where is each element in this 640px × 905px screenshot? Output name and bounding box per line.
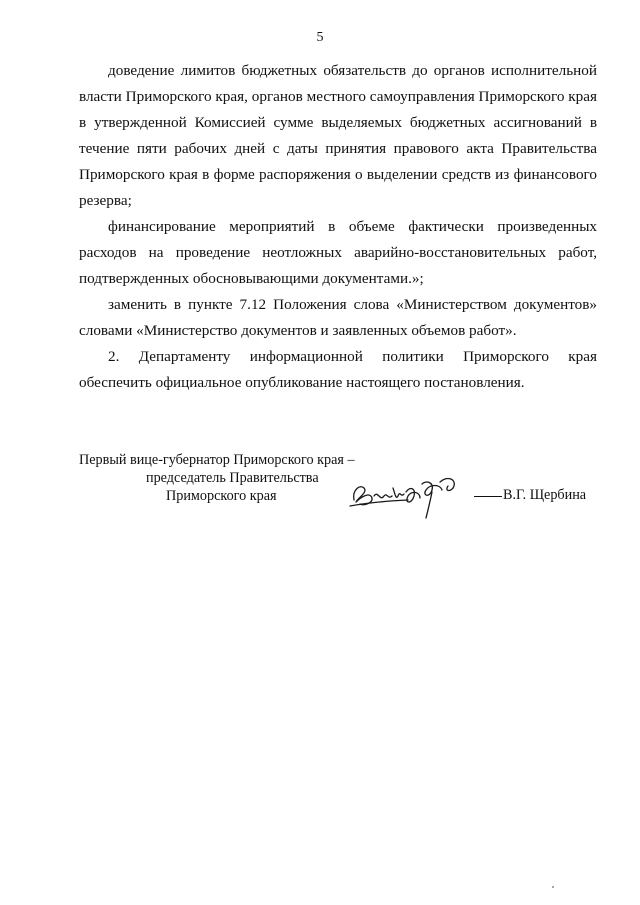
signatory-name-text: В.Г. Щербина	[503, 487, 587, 503]
signatory-name	[474, 487, 586, 504]
text-line: заменить в пункте 7.12 Положения слова «Министерством документов»	[108, 296, 597, 313]
text-line: словами «Министерство документов и заявленных объемов работ».	[79, 322, 517, 339]
signatory-position-line-3: Приморского края	[166, 488, 277, 504]
text-line: власти Приморского края, органов местного самоуправления Приморского края	[79, 88, 597, 105]
text-line: подтвержденных обосновывающими документами.»;	[79, 270, 424, 287]
text-line: Приморского края в форме распоряжения о выделении средств из финансового	[79, 166, 597, 183]
handwritten-signature	[346, 470, 471, 522]
text-line: обеспечить официальное опубликование настоящего постановления.	[79, 374, 525, 391]
text-line: течение пяти рабочих дней с даты принятия правового акта Правительства	[79, 140, 597, 157]
signature-dash	[474, 496, 502, 497]
text-line: расходов на проведение неотложных аварийно-восстановительных работ,	[79, 244, 597, 261]
text-line: резерва;	[79, 192, 132, 209]
page-number: 5	[316, 30, 324, 45]
text-line: в утвержденной Комиссией сумме выделяемых бюджетных ассигнований в	[79, 114, 597, 131]
signatory-position-line-2: председатель Правительства	[146, 470, 319, 486]
text-line: 2. Департаменту информационной политики Приморского края	[108, 348, 597, 365]
text-line: доведение лимитов бюджетных обязательств до органов исполнительной	[108, 62, 597, 79]
signatory-position-line-1: Первый вице-губернатор Приморского края –	[79, 452, 355, 468]
scan-speck	[552, 886, 554, 888]
text-line: финансирование мероприятий в объеме фактически произведенных	[108, 218, 597, 235]
